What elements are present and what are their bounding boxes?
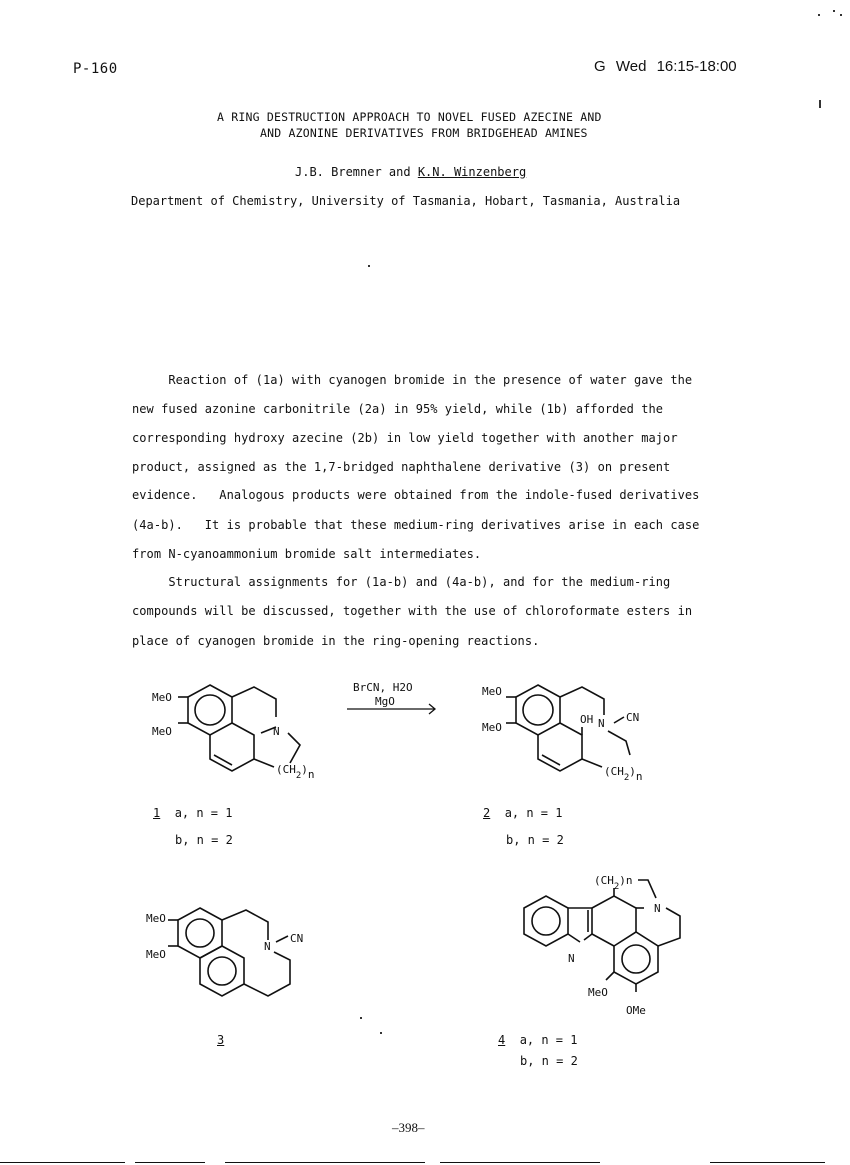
reagents-line-2: MgO	[375, 695, 395, 708]
scan-speck	[360, 1017, 362, 1019]
scan-speck	[818, 14, 820, 16]
nitrogen-label: N	[598, 717, 605, 730]
compound-2-label: 2 a, n = 1	[483, 806, 563, 820]
cyano-label: CN	[290, 932, 304, 945]
meo-label: MeO	[146, 912, 166, 925]
compound-4-variant-b: b, n = 2	[520, 1054, 578, 1068]
page-number: –398–	[392, 1120, 425, 1135]
affiliation: Department of Chemistry, University of Tasmania, Hobart, Tasmania, Australia	[131, 194, 681, 208]
session-info: G Wed 16:15-18:00	[594, 58, 737, 75]
structure-2-bonds	[506, 685, 630, 771]
body-line: Structural assignments for (1a-b) and (4a-b), and for the medium-ring	[132, 575, 671, 589]
body-line: from N-cyanoammonium bromide salt intermediates.	[132, 547, 482, 561]
meo-label: MeO	[152, 691, 172, 704]
body-line: Reaction of (1a) with cyanogen bromide in the presence of water gave the	[132, 373, 693, 387]
reaction-arrow	[345, 702, 440, 716]
scan-speck	[380, 1032, 382, 1034]
paper-code: P-160	[73, 61, 118, 77]
structure-1-bonds	[178, 685, 300, 771]
nitrogen-label: N	[654, 902, 661, 915]
body-line: new fused azonine carbonitrile (2a) in 95% yield, while (1b) afforded the	[132, 402, 664, 416]
meo-label: MeO	[482, 721, 502, 734]
hydroxyl-label: OH	[580, 713, 594, 726]
cyano-label: CN	[626, 711, 640, 724]
author-first: J.B. Bremner	[295, 165, 382, 179]
compound-1-variant-b: b, n = 2	[175, 833, 233, 847]
paper-title-line-1: A RING DESTRUCTION APPROACH TO NOVEL FUSED AZECINE AND	[217, 110, 602, 124]
compound-2-variant-b: b, n = 2	[506, 833, 564, 847]
ome-label: OMe	[626, 1004, 646, 1017]
reagents-line-1: BrCN, H2O	[353, 681, 413, 694]
meo-label: MeO	[152, 725, 172, 738]
body-line: evidence. Analogous products were obtained from the indole-fused derivatives	[132, 488, 700, 502]
structure-4	[500, 868, 700, 1023]
structure-2	[478, 675, 678, 795]
author-conjunction: and	[381, 165, 418, 179]
scan-rule	[440, 1162, 600, 1163]
meo-label: MeO	[146, 948, 166, 961]
structure-3-bonds	[168, 908, 290, 996]
author-presenting: K.N. Winzenberg	[417, 165, 527, 179]
authors	[295, 165, 526, 179]
compound-3-label: 3	[217, 1033, 225, 1047]
ch2n-label: $(CH_2)n$	[276, 763, 315, 781]
ch2n-label: $(CH_2)n$	[604, 765, 643, 783]
indole-nitrogen-label: N	[568, 952, 575, 965]
scan-rule	[225, 1162, 425, 1163]
compound-1-label: 1 a, n = 1	[153, 806, 233, 820]
scan-speck	[368, 265, 370, 267]
body-line: product, assigned as the 1,7-bridged naphthalene derivative (3) on present	[132, 460, 671, 474]
scan-rule	[710, 1162, 825, 1163]
structure-4-bonds	[524, 880, 680, 992]
nitrogen-label: N	[264, 940, 271, 953]
body-line: (4a-b). It is probable that these medium-ring derivatives arise in each case	[132, 518, 700, 532]
scan-speck	[833, 10, 835, 12]
structure-1	[140, 675, 315, 795]
body-line: corresponding hydroxy azecine (2b) in low yield together with another major	[132, 431, 678, 445]
meo-label: MeO	[588, 986, 608, 999]
scan-rule	[0, 1162, 125, 1163]
scan-rule	[135, 1162, 205, 1163]
scan-speck	[819, 100, 821, 108]
body-line: compounds will be discussed, together with the use of chloroformate esters in	[132, 604, 693, 618]
paper-title-line-2: AND AZONINE DERIVATIVES FROM BRIDGEHEAD AMINES	[260, 126, 588, 140]
nitrogen-label: N	[273, 725, 280, 738]
structure-3	[140, 900, 310, 1010]
meo-label: MeO	[482, 685, 502, 698]
ch2n-label: $(CH_2)n$	[594, 874, 633, 892]
compound-4-label: 4 a, n = 1	[498, 1033, 578, 1047]
scan-speck	[840, 14, 842, 16]
body-line: place of cyanogen bromide in the ring-opening reactions.	[132, 634, 540, 648]
